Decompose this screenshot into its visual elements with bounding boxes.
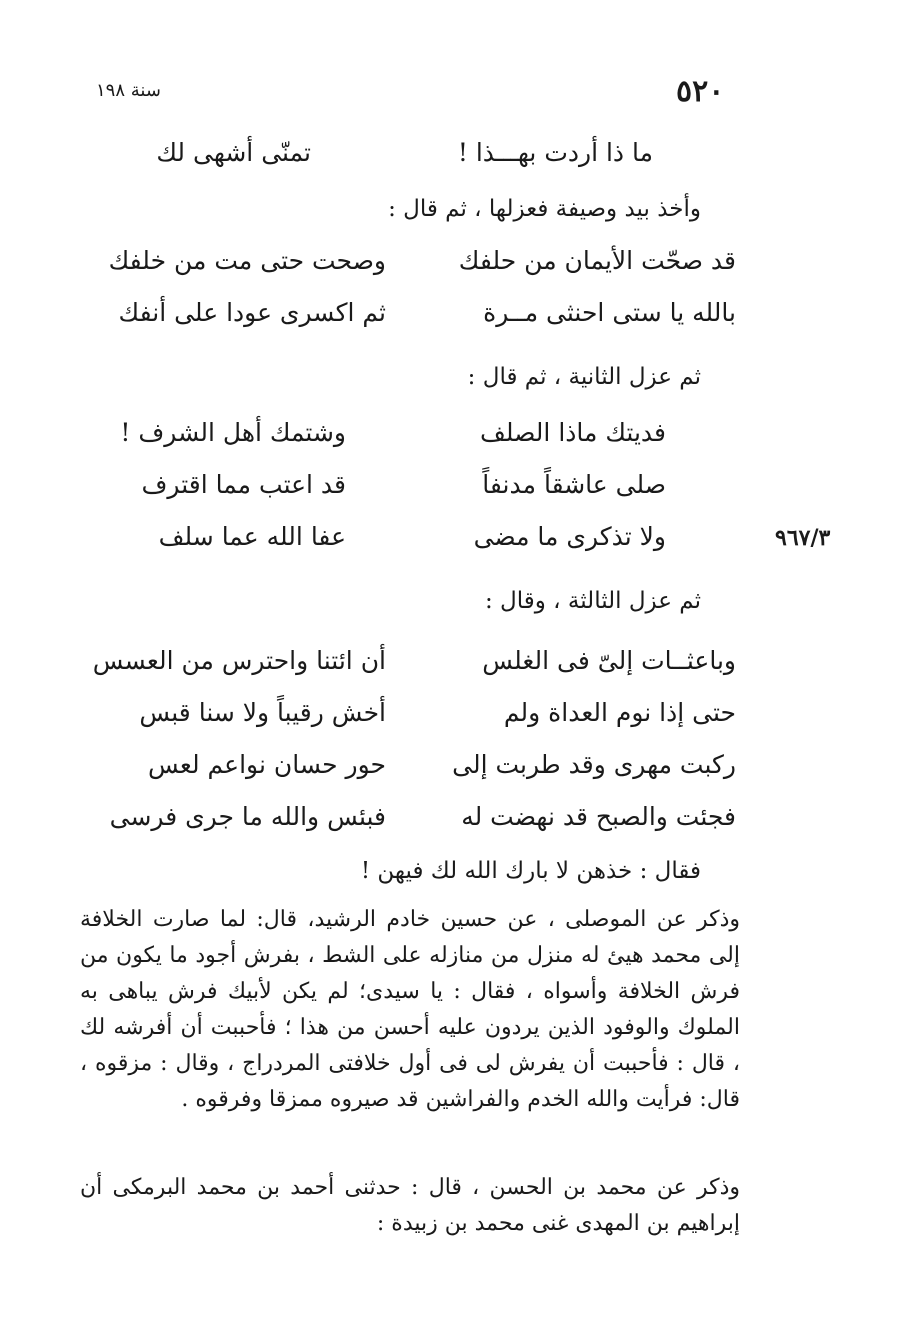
verse-hemistich-right: ولا تذكرى ما مضى xyxy=(473,522,666,551)
intro-line: ثم عزل الثالثة ، وقال : xyxy=(484,588,701,614)
verse-hemistich-right: بالله يا ستى احنثى مــرة xyxy=(483,298,736,327)
verse-hemistich-left: وشتمك أهل الشرف ! xyxy=(120,418,346,447)
verse-hemistich-right: صلى عاشقاً مدنفاً xyxy=(482,470,666,499)
verse-hemistich-left: تمنّى أشهى لك xyxy=(156,138,311,167)
verse-hemistich-left: قد اعتب مما اقترف xyxy=(141,470,346,499)
verse-hemistich-right: ركبت مهرى وقد طربت إلى xyxy=(452,750,736,779)
closing-line: فقال : خذهن لا بارك الله لك فيهن ! xyxy=(360,858,701,884)
verse-hemistich-right: فديتك ماذا الصلف xyxy=(479,418,666,447)
margin-reference: ٩٦٧/٣ xyxy=(775,525,831,551)
prose-paragraph xyxy=(80,1170,740,1242)
prose-paragraph xyxy=(80,902,740,1118)
verse-hemistich-left: ثم اكسرى عودا على أنفك xyxy=(118,298,386,327)
verse-hemistich-left: أن ائتنا واحترس من العسس xyxy=(92,646,386,675)
paragraph-text: وذكر عن محمد بن الحسن ، قال : حدثنى أحمد بن محمد البرمكى أن إبراهيم بن المهدى غنى محمد بن زبيدة : xyxy=(80,1175,740,1236)
intro-line: ثم عزل الثانية ، ثم قال : xyxy=(467,364,701,390)
verse-hemistich-right: وباعثــات إلىّ فى الغلس xyxy=(482,646,736,675)
intro-line: وأخذ بيد وصيفة فعزلها ، ثم قال : xyxy=(388,196,701,222)
verse-hemistich-left: وصحت حتى مت من خلفك xyxy=(108,246,386,275)
verse-hemistich-right: ما ذا أردت بهـــذا ! xyxy=(457,138,653,167)
page-number: ٥٢٠ xyxy=(676,74,725,109)
running-header-year: سنة ١٩٨ xyxy=(96,80,161,101)
verse-hemistich-right: حتى إذا نوم العداة ولم xyxy=(503,698,736,727)
verse-hemistich-left: فبئس والله ما جرى فرسى xyxy=(109,802,386,831)
verse-hemistich-right: قد صحّت الأيمان من حلفك xyxy=(458,246,736,275)
verse-hemistich-right: فجئت والصبح قد نهضت له xyxy=(461,802,736,831)
verse-hemistich-left: أخش رقيباً ولا سنا قبس xyxy=(139,698,386,727)
paragraph-text: وذكر عن الموصلى ، عن حسين خادم الرشيد، قال: لما صارت الخلافة إلى محمد هيئ له منزل من منازله على الشط ، بفرش أجود ما يكون من فرش الخلافة وأسواه ، فقال : يا سيدى؛ لم يكن لأبيك فرش يباهى به الملوك والوفود الذين يردون عليه أحسن من هذا ؛ فأحببت أن أفرشه لك ، قال : فأحببت أن يفرش لى فى أول خلافتى المردراج ، وقال : مزقوه ، قال: فرأيت والله الخدم والفراشين قد صيروه ممزقا وفرقوه . xyxy=(80,907,740,1112)
verse-hemistich-left: عفا الله عما سلف xyxy=(158,522,346,551)
verse-hemistich-left: حور حسان نواعم لعس xyxy=(148,750,386,779)
